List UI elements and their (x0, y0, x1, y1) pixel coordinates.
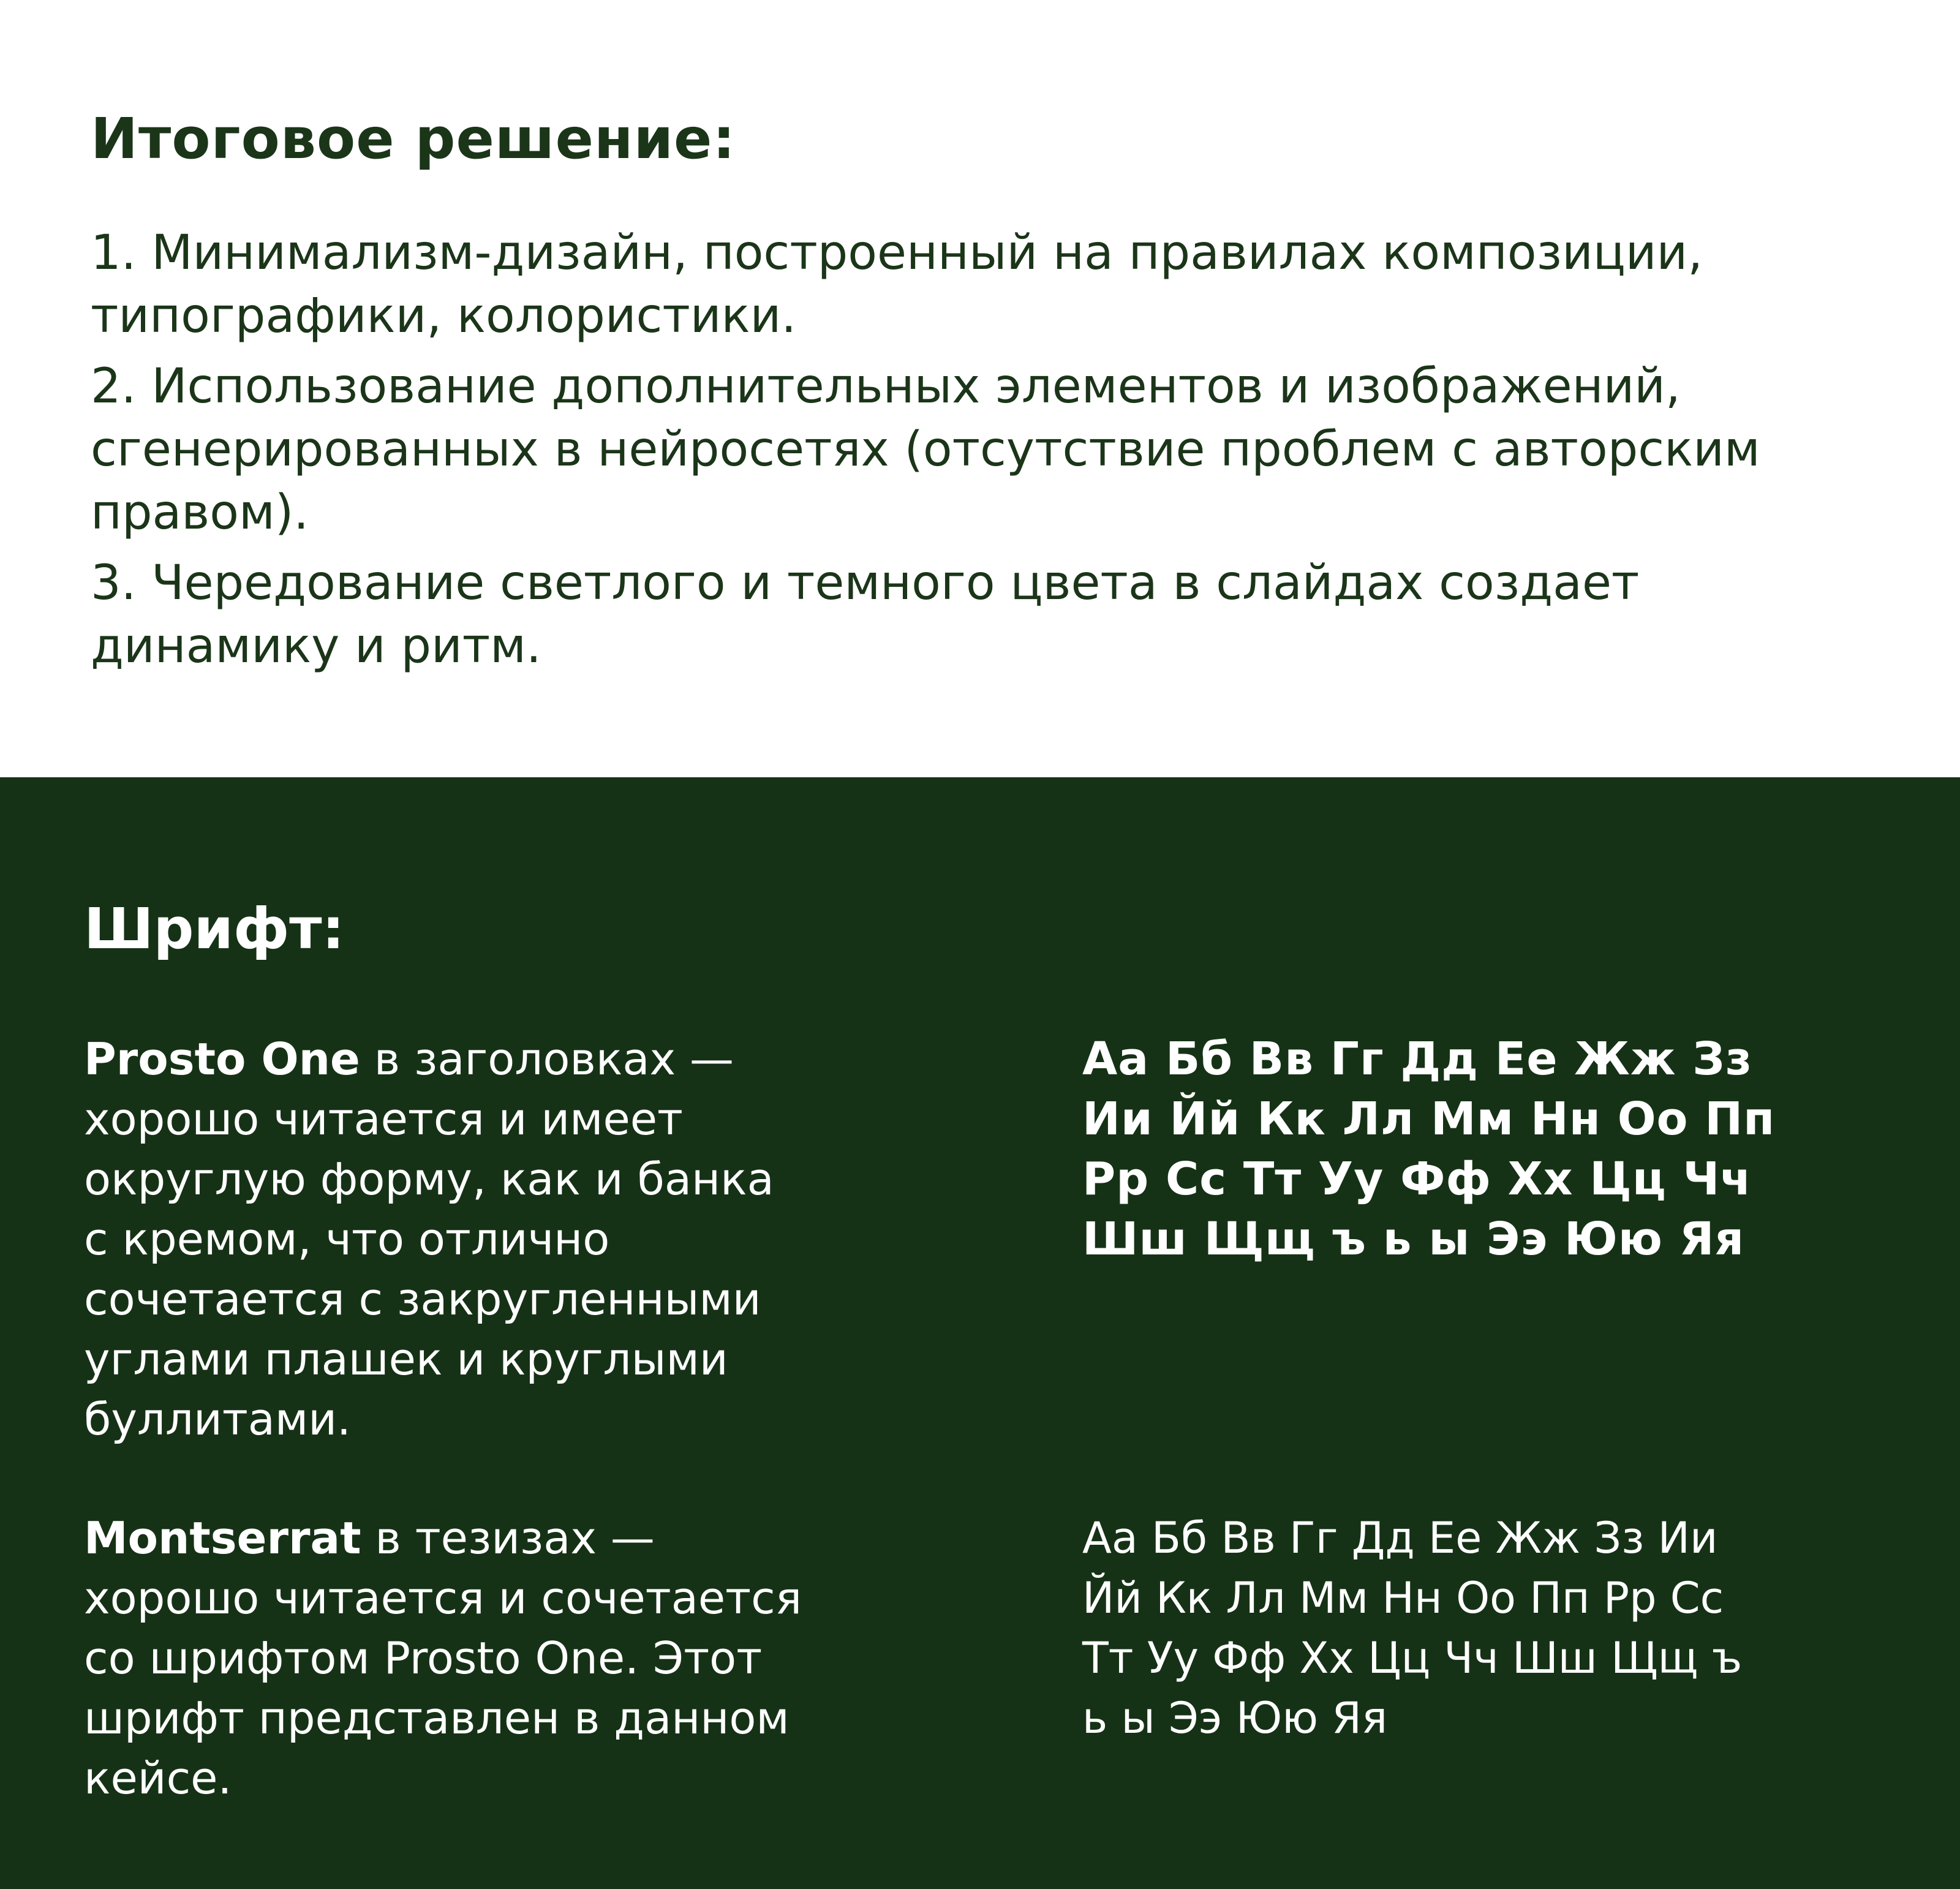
prosto-description-line: хорошо читается и имеет (84, 1093, 683, 1145)
summary-point-line: сгенерированных в нейросетях (отсутствие проблем с авторским (91, 422, 1760, 477)
prosto-alphabet-line: Ии Йй Кк Лл Мм Нн Оо Пп (1082, 1093, 1776, 1145)
summary-point-line: правом). (91, 485, 309, 540)
montserrat-description-line: хорошо читается и сочетается (84, 1572, 802, 1624)
summary-point-line: динамику и ритм. (91, 619, 541, 674)
montserrat-alphabet-line: Тт Уу Фф Хх Цц Чч Шш Щщ ъ (1082, 1633, 1743, 1683)
summary-point-2 (91, 355, 1904, 545)
prosto-description-line: сочетается с закругленными (84, 1273, 761, 1325)
montserrat-description (84, 1508, 966, 1808)
summary-title: Итоговое решение: (91, 106, 736, 172)
summary-point-line: типографики, колористики. (91, 288, 797, 344)
montserrat-alphabet-line: Аа Бб Вв Гг Дд Ее Жж Зз Ии (1082, 1513, 1718, 1563)
montserrat-alphabet (1082, 1508, 1928, 1748)
montserrat-description-line: кейсе. (84, 1752, 232, 1804)
summary-point-3 (91, 552, 1904, 678)
summary-point-line: 1. Минимализм-дизайн, построенный на правилах композиции, (91, 225, 1703, 281)
montserrat-font-name: Montserrat (84, 1512, 361, 1564)
prosto-font-name: Prosto One (84, 1033, 360, 1085)
prosto-description-line: с кремом, что отлично (84, 1213, 610, 1265)
font-section-title: Шрифт: (84, 896, 345, 962)
montserrat-description-line: со шрифтом Prosto One. Этот (84, 1632, 763, 1684)
summary-points (91, 222, 1904, 685)
montserrat-alphabet-line: ь ы Ээ Юю Яя (1082, 1693, 1388, 1743)
prosto-alphabet-line: Рр Сс Тт Уу Фф Хх Цц Чч (1082, 1153, 1752, 1205)
prosto-description-line-1 (84, 1029, 966, 1089)
prosto-description-line: углами плашек и круглыми (84, 1333, 728, 1385)
montserrat-description-line-1 (84, 1508, 966, 1568)
summary-point-line: 3. Чередование светлого и темного цвета в слайдах создает (91, 556, 1640, 611)
montserrat-description-line: шрифт представлен в данном (84, 1692, 790, 1744)
prosto-one-description (84, 1029, 966, 1449)
prosto-one-alphabet (1082, 1029, 1928, 1269)
prosto-description-text: в заголовках — (360, 1033, 734, 1085)
prosto-alphabet-line: Аа Бб Вв Гг Дд Ее Жж Зз (1082, 1033, 1752, 1085)
summary-point-line: 2. Использование дополнительных элементов и изображений, (91, 359, 1681, 414)
summary-point-1 (91, 222, 1904, 348)
prosto-alphabet-line: Шш Щщ ъ ь ы Ээ Юю Яя (1082, 1213, 1745, 1265)
montserrat-alphabet-line: Йй Кк Лл Мм Нн Оо Пп Рр Сс (1082, 1573, 1724, 1623)
montserrat-description-text: в тезизах — (361, 1512, 655, 1564)
prosto-description-line: округлую форму, как и банка (84, 1153, 774, 1205)
summary-section (0, 0, 1960, 777)
prosto-description-line: буллитами. (84, 1393, 351, 1445)
